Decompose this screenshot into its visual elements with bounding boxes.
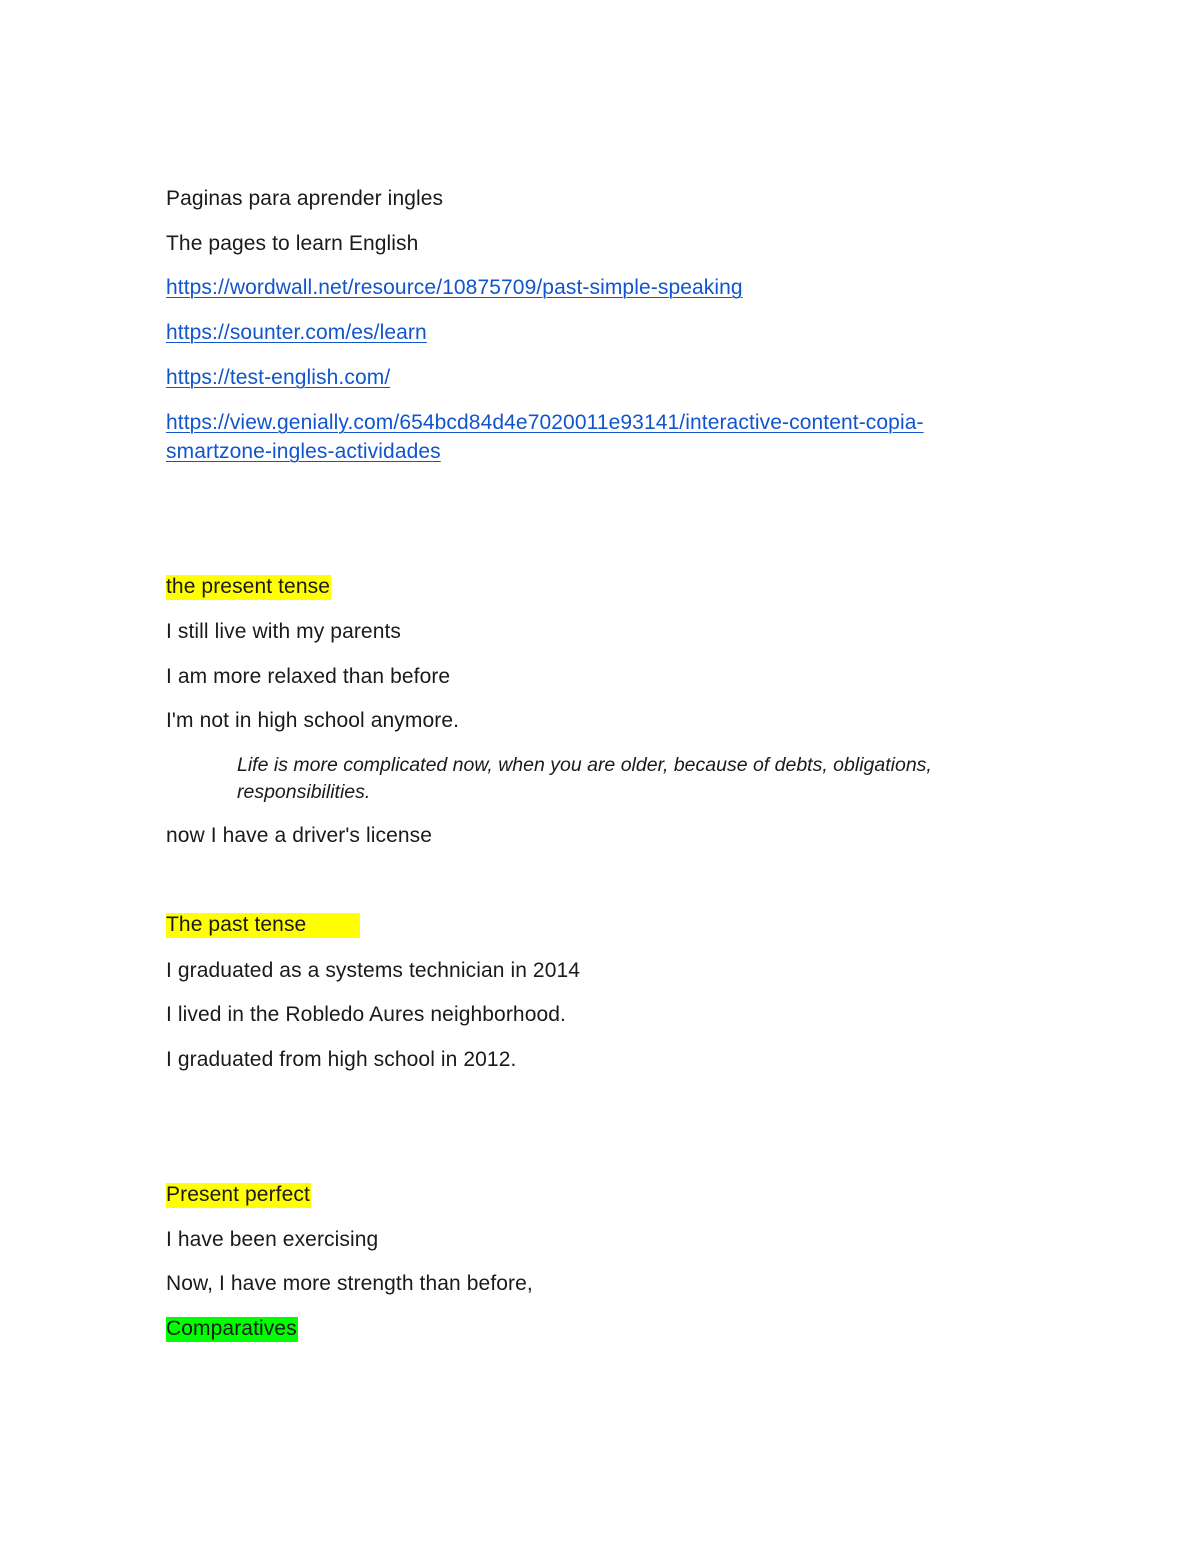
past-tense-heading-row <box>166 911 360 939</box>
list-item: I graduated from high school in 2012. <box>166 1048 517 1071</box>
link-genially-line1[interactable] <box>166 409 924 437</box>
link-test-english-text[interactable]: https://test-english.com/ <box>166 366 391 389</box>
list-item: I have been exercising <box>166 1228 379 1251</box>
list-item: Now, I have more strength than before, <box>166 1272 533 1295</box>
list-item: now I have a driver's license <box>166 824 433 847</box>
list-item: I still live with my parents <box>166 620 402 643</box>
list-item: I am more relaxed than before <box>166 665 451 688</box>
link-genially-line2[interactable] <box>166 438 441 466</box>
present-tense-heading-row <box>166 573 331 601</box>
present-perfect-heading: Present perfect <box>166 1183 310 1206</box>
page-subtitle: The pages to learn English <box>166 232 419 255</box>
present-tense-note-line2: responsibilities. <box>237 781 371 803</box>
link-wordwall-text[interactable]: https://wordwall.net/resource/10875709/past-simple-speaking <box>166 276 743 299</box>
present-perfect-heading-row <box>166 1181 311 1209</box>
link-sounter[interactable] <box>166 319 427 347</box>
page-title: Paginas para aprender ingles <box>166 187 444 210</box>
past-tense-heading: The past tense <box>166 913 360 938</box>
list-item: I'm not in high school anymore. <box>166 709 460 732</box>
comparatives-heading: Comparatives <box>166 1317 297 1340</box>
present-tense-note-line1: Life is more complicated now, when you are older, because of debts, obligations, <box>237 754 932 776</box>
list-item: I lived in the Robledo Aures neighborhood. <box>166 1003 566 1026</box>
present-tense-heading: the present tense <box>166 575 330 598</box>
link-sounter-text[interactable]: https://sounter.com/es/learn <box>166 321 427 344</box>
link-genially-text-1[interactable]: https://view.genially.com/654bcd84d4e7020011e93141/interactive-content-copia- <box>166 411 924 434</box>
link-genially-text-2[interactable]: smartzone-ingles-actividades <box>166 440 441 463</box>
link-test-english[interactable] <box>166 364 390 392</box>
list-item: I graduated as a systems technician in 2014 <box>166 959 581 982</box>
comparatives-heading-row <box>166 1315 298 1343</box>
link-wordwall[interactable] <box>166 274 743 302</box>
